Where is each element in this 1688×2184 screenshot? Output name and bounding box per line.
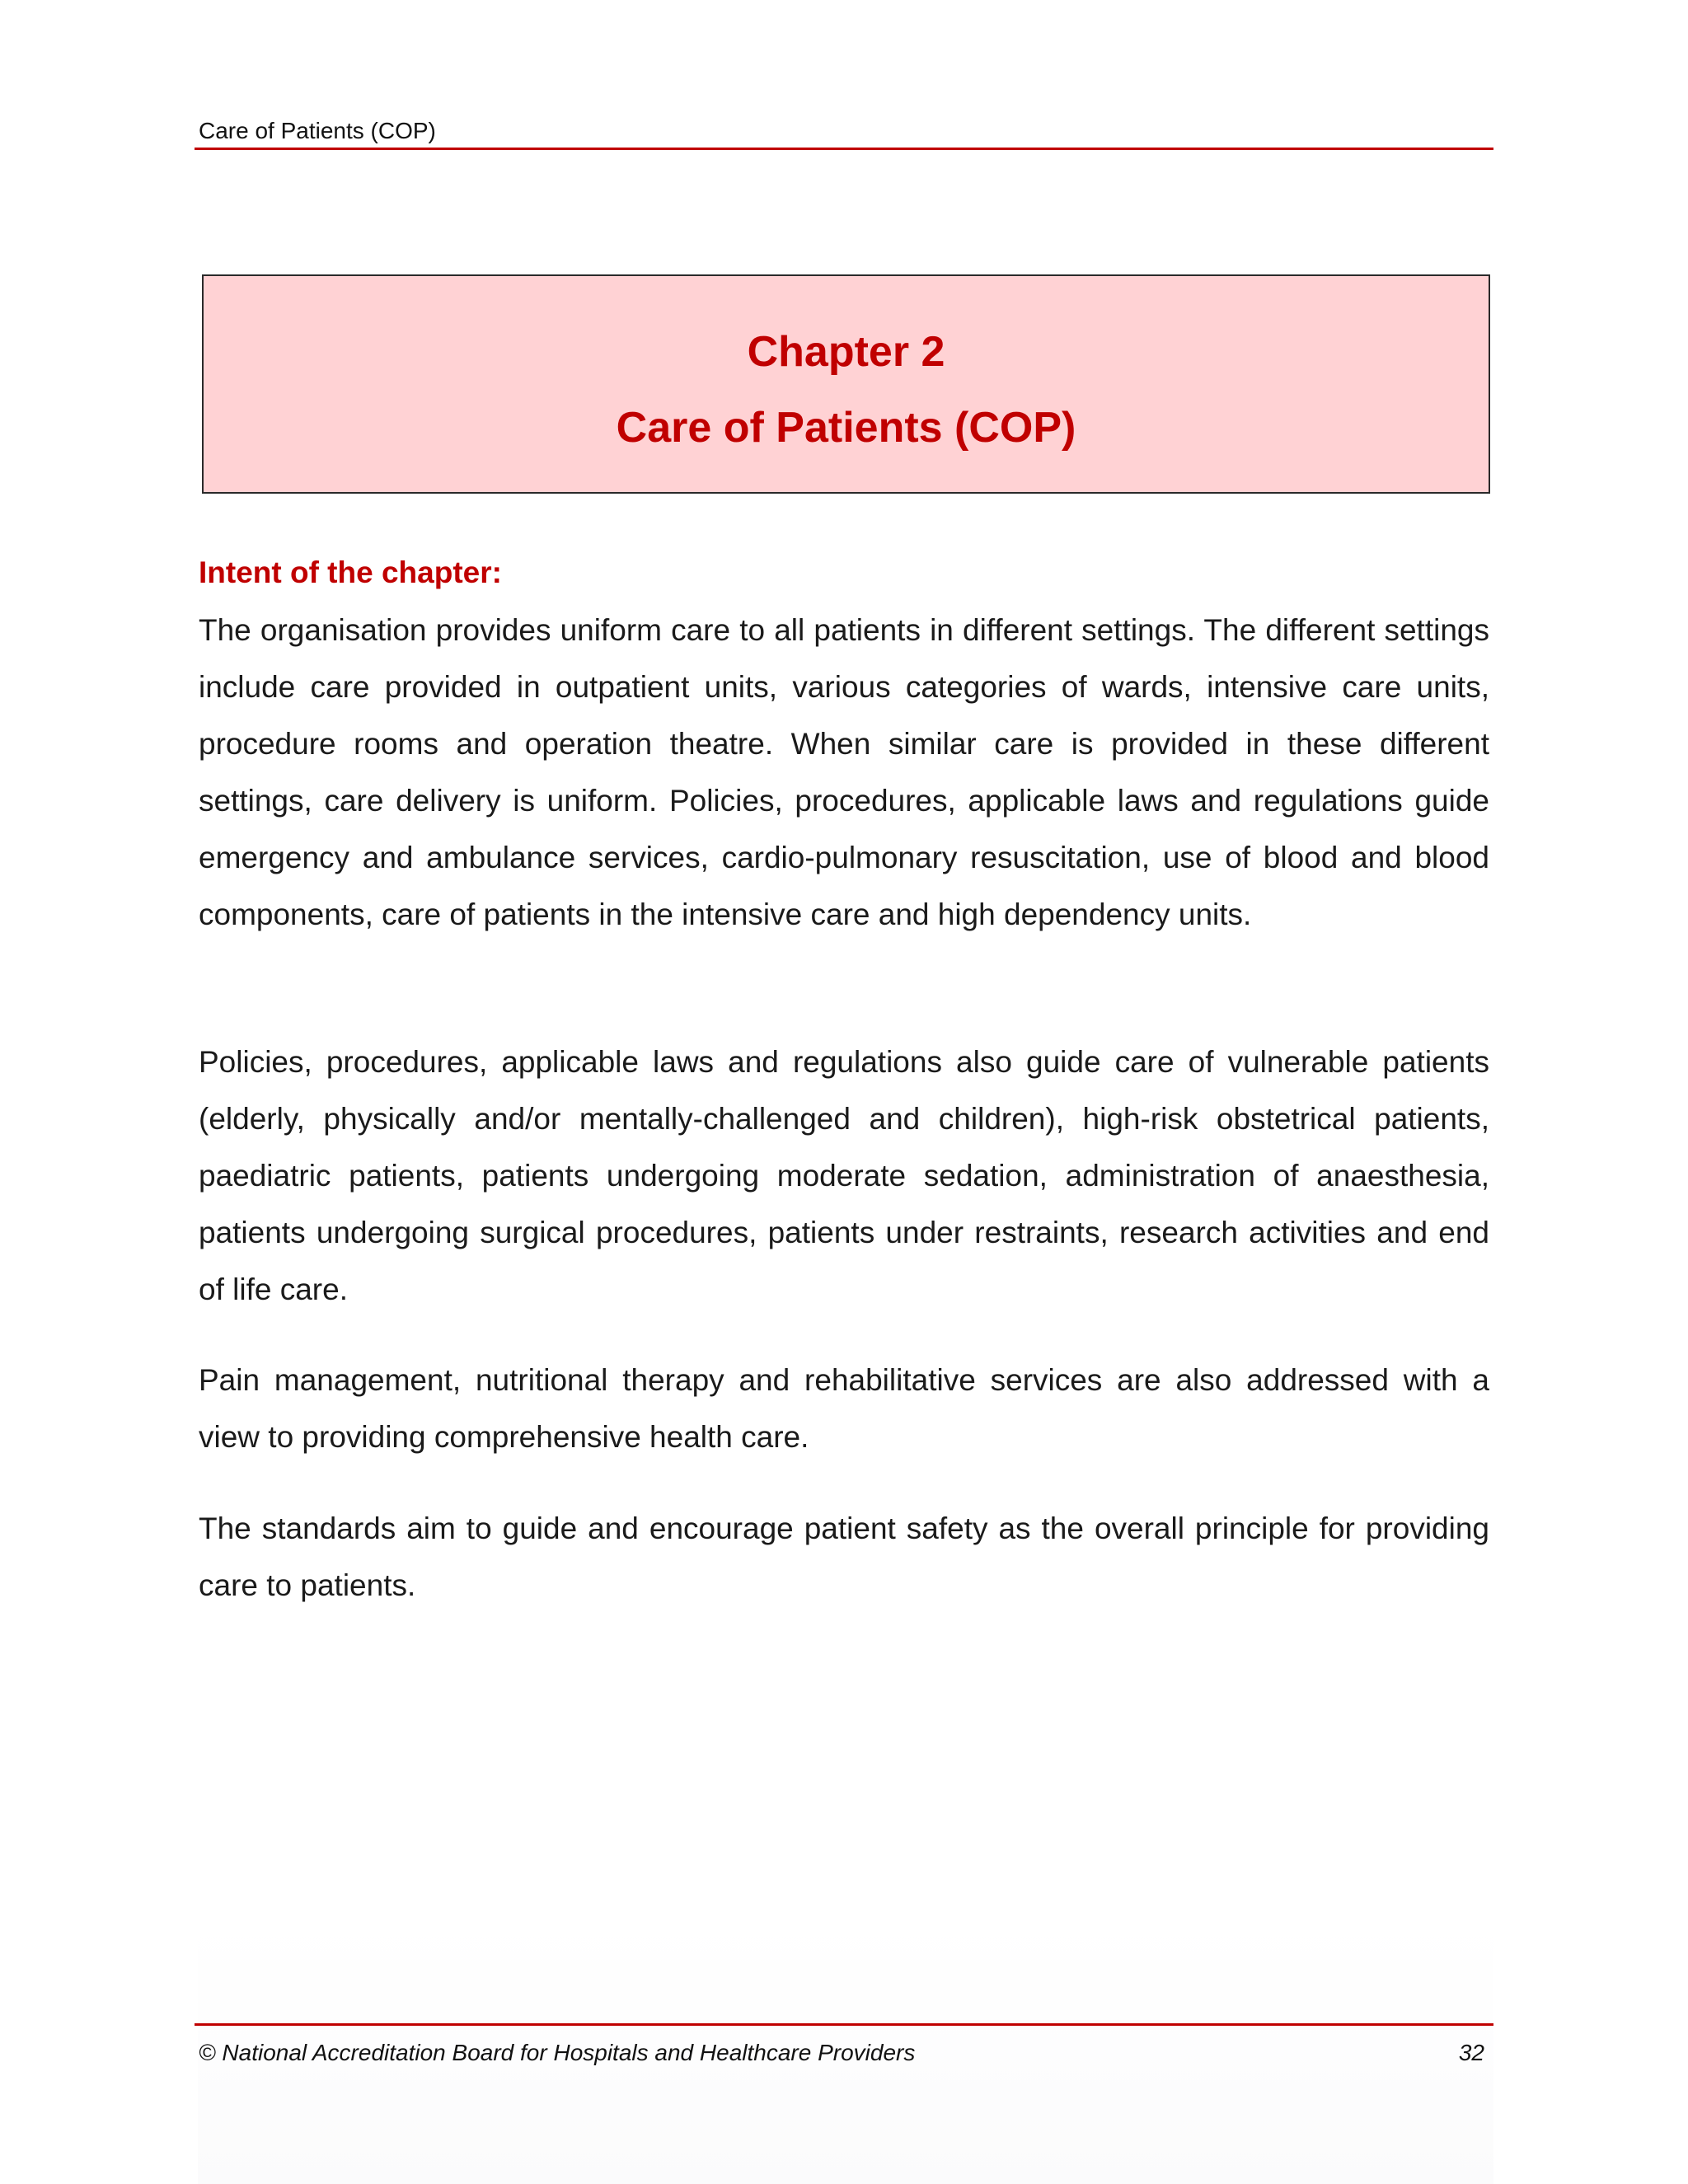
footer-copyright: © National Accreditation Board for Hospitals and Healthcare Providers [199, 2040, 916, 2065]
page-number: 32 [1458, 2040, 1484, 2065]
chapter-number: Chapter 2 [747, 328, 945, 376]
intent-paragraph: The standards aim to guide and encourage patient safety as the overall principle for providing care to patients. [199, 1511, 1489, 1602]
intent-heading: Intent of the chapter: [199, 555, 502, 589]
intent-paragraph: Pain management, nutritional therapy and rehabilitative services are also addressed with a view to providing comprehensive health care. [199, 1363, 1489, 1454]
running-header: Care of Patients (COP) [199, 118, 436, 143]
footer-rule [195, 2023, 1493, 2026]
chapter-title-box [202, 274, 1490, 494]
header-rule [195, 148, 1493, 150]
chapter-title: Care of Patients (COP) [616, 404, 1076, 452]
intent-paragraph: The organisation provides uniform care to all patients in different settings. The different settings include care provided in outpatient units, various categories of wards, intensive care units, procedure rooms and operation theatre. When similar care is provided in these different settings, care delivery is uniform. Policies, procedures, applicable laws and regulations guide emergency and ambulance services, cardio-pulmonary resuscitation, use of blood and blood components, care of patients in the intensive care and high dependency units. [199, 613, 1489, 931]
intent-paragraph: Policies, procedures, applicable laws and regulations also guide care of vulnerable patients (elderly, physically and/or mentally-challenged and children), high-risk obstetrical patients, paediatric patients, patients undergoing moderate sedation, administration of anaesthesia, patients undergoing surgical procedures, patients under restraints, research activities and end of life care. [199, 1045, 1489, 1306]
